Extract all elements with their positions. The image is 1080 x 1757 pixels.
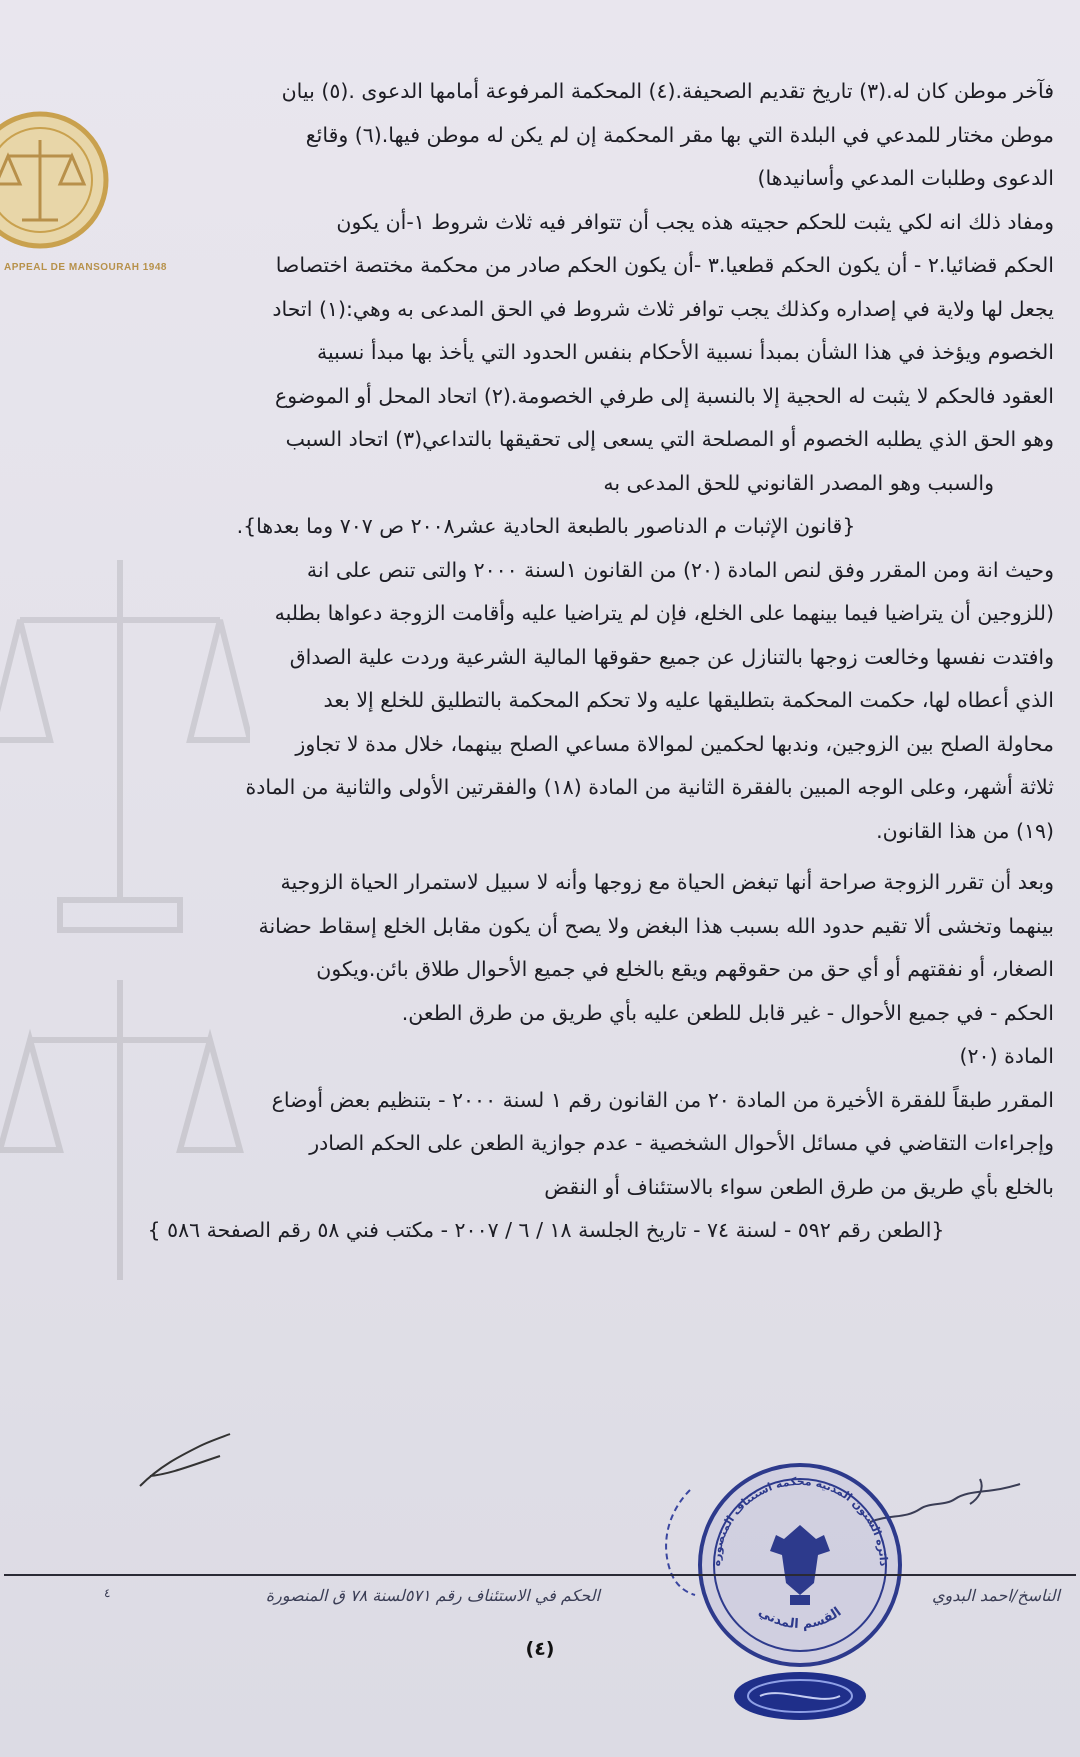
seal-caption: APPEAL DE MANSOURAH 1948 (4, 262, 167, 273)
body-line: الذي أعطاه لها، حكمت المحكمة بتطليقها عليه ولا تحكم المحكمة بالتطليق للخلع إلا بعد (323, 688, 1054, 712)
body-line: وحيث انة ومن المقرر وفق لنص المادة (٢٠) من القانون ١لسنة ٢٠٠٠ والتى تنص على انة (306, 557, 1054, 582)
body-line: موطن مختار للمدعي في البلدة التي بها مقر المحكمة إن لم يكن له موطن فيها.(٦) وقائع (305, 122, 1054, 147)
body-line: فآخر موطن كان له.(٣) تاريخ تقديم الصحيفة.(٤) المحكمة المرفوعة أمامها الدعوى .(٥) بيان (281, 79, 1054, 103)
body-line: الخصوم ويؤخذ في هذا الشأن بمبدأ نسبية الأحكام بنفس الحدود التي يأخذ بها مبدأ نسبية (317, 340, 1054, 364)
body-line: بالخلع بأي طريق من طرق الطعن سواء بالاستئناف أو النقض (544, 1174, 1054, 1199)
body-line: وبعد أن تقرر الزوجة صراحة أنها تبغض الحياة مع زوجها وأنه لا سبيل لاستمرار الحياة الزوجية (280, 870, 1054, 894)
body-line: وإجراءات التقاضي في مسائل الأحوال الشخصية - عدم جوازية الطعن على الحكم الصادر (309, 1131, 1054, 1155)
body-line: المقرر طبقاً للفقرة الأخيرة من المادة ٢٠ من القانون رقم ١ لسنة ٢٠٠٠ - بتنظيم بعض أوضاع (271, 1087, 1054, 1112)
bottom-stamp-icon (730, 1668, 870, 1724)
body-line: الحكم قضائيا.٢ - أن يكون الحكم قطعيا.٣ -أن يكون الحكم صادر من محكمة مختصة اختصاصا (275, 253, 1054, 277)
body-line: بينهما وتخشى ألا تقيم حدود الله بسبب هذا البغض ولا يصح أن يكون مقابل الخلع إسقاط حضانة (258, 913, 1054, 938)
body-line: ثلاثة أشهر، وعلى الوجه المبين بالفقرة الثانية من المادة (١٨) والفقرتين الأولى والثانية من المادة (245, 775, 1054, 799)
body-line: والسبب وهو المصدر القانوني للحق المدعى به (603, 470, 994, 495)
seal-bottom-text: القسم المدني (755, 1604, 845, 1633)
body-line: ومفاد ذلك انه لكي يثبت للحكم حجيته هذه يجب أن تتوافر فيه ثلاث شروط ١-أن يكون (336, 209, 1054, 234)
page-number: (٤) (525, 1638, 555, 1660)
body-line: الدعوى وطلبات المدعي وأسانيدها) (757, 166, 1054, 190)
body-line: الصغار، أو نفقتهم أو أي حق من حقوقهم ويقع بالخلع في جميع الأحوال طلاق بائن.ويكون (316, 957, 1054, 981)
article-heading: المادة (٢٠) (959, 1044, 1054, 1068)
body-line: العقود فالحكم لا يثبت له الحجية إلا بالنسبة إلى طرفي الخصومة.(٢) اتحاد المحل أو الموضوع (275, 383, 1054, 408)
footer-judgment-ref: الحكم في الاستئناف رقم ٥٧١لسنة ٧٨ ق المنصورة (265, 1586, 600, 1605)
body-line: (١٩) من هذا القانون. (876, 818, 1054, 843)
seal-top-text: دائرة الشئون المدنية محكمة استئناف المنصورة (709, 1474, 891, 1567)
body-line: يجعل لها ولاية في إصداره وكذلك يجب توافر ثلاث شروط في الحق المدعى به وهي:(١) اتحاد (272, 296, 1054, 321)
citation-reference: {قانون الإثبات م الدناصور بالطبعة الحادية عشر٢٠٠٨ ص ٧٠٧ وما بعدها}. (236, 514, 856, 538)
footer-page-small: ٤ (104, 1586, 111, 1600)
footer-writer: الناسخ/احمد البدوي (931, 1586, 1060, 1605)
body-line: محاولة الصلح بين الزوجين، وندبها لحكمين لموالاة مساعي الصلح بينهما، خلال مدة لا تجاوز (295, 731, 1054, 756)
body-line: الحكم - في جميع الأحوال - غير قابل للطعن عليه بأي طريق من طرق الطعن. (401, 1000, 1054, 1025)
body-line: (للزوجين أن يتراضيا فيما بينهما على الخلع، فإن لم يتراضيا عليه وأقامت الزوجة دعواها بطلبه (274, 601, 1054, 625)
body-line: وهو الحق الذي يطلبه الخصوم أو المصلحة التي يسعى إلى تحقيقها بالتداعي(٣) اتحاد السبب (285, 427, 1054, 451)
initials-signature-icon (130, 1426, 240, 1496)
document-body (38, 70, 1054, 1253)
footer (30, 1578, 1060, 1618)
footer-divider (4, 1574, 1076, 1576)
body-line: وافتدت نفسها وخالعت زوجها بالتنازل عن جميع حقوقها المالية الشرعية وردت علية الصداق (289, 644, 1054, 669)
citation-reference: {الطعن رقم ٥٩٢ - لسنة ٧٤ - تاريخ الجلسة ١٨ / ٦ / ٢٠٠٧ - مكتب فني ٥٨ رقم الصفحة ٥٨٦ } (147, 1218, 945, 1242)
